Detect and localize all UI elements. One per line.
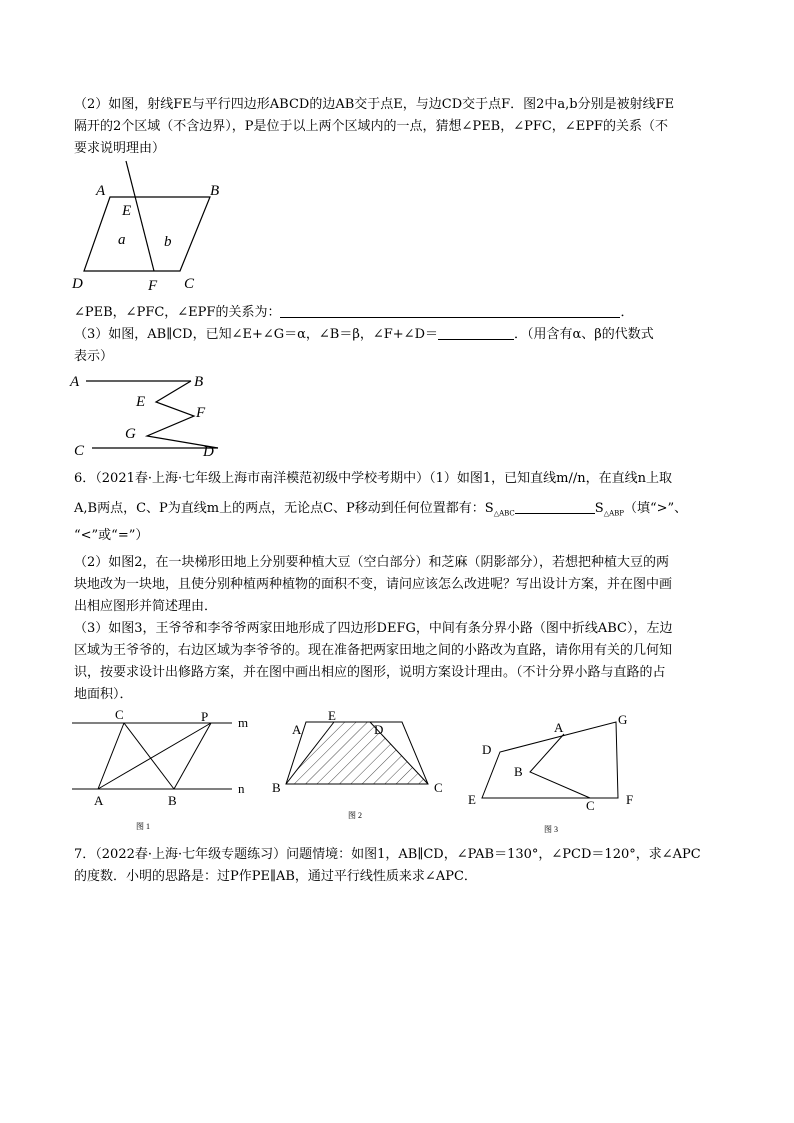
q6-part2-line2: 块地改为一块地，且使分别种植两种植物的面积不变，请问应该怎么改进呢？写出设计方案，并在图中画 [74,577,673,592]
q6-part3-line1: （3）如图3，王爷爷和李爷爷两家田地形成了四边形DEFG，中间有条分界小路（图中折线ABC），左边 [74,621,673,636]
label-A: A [292,722,302,737]
label-G: G [618,712,628,727]
q6-line2-end: （填“>”、 [623,501,688,516]
label-A: A [96,183,106,199]
q6-mid-s: S [594,501,604,516]
fig1-caption: 图 1 [136,822,150,831]
q5-part3-text [74,324,724,368]
compare-answer-blank[interactable] [515,499,595,514]
q6-part3-text [74,618,724,706]
label-E: E [122,203,132,219]
q7-text [74,844,724,888]
q5-relation-line [74,302,724,324]
label-B: B [194,374,204,390]
q5-part2-text [74,94,724,160]
label-A: A [94,793,104,808]
q5-part2-line1: （2）如图，射线FE与平行四边形ABCD的边AB交于点E，与边CD交于点F．图2中a,b分别是被射线FE [74,97,675,112]
q6-part3-line4: 地面积）． [74,687,133,702]
label-C: C [115,707,124,722]
q6-part2-text [74,552,724,618]
q5-part3-start: （3）如图，AB∥CD，已知∠E+∠G＝α，∠B＝β，∠F+∠D＝ [74,327,439,342]
q6-part3-line3: 识，按要求设计出修路方案，并在图中画出相应的图形，说明方案设计理由。（不计分界小路与直路的占 [74,665,666,680]
label-A: A [70,374,80,390]
label-E: E [468,792,476,807]
label-C: C [184,276,195,292]
relation-end: ． [620,305,634,320]
fig3-caption: 图 3 [544,825,558,834]
q5-part2-line2: 隔开的2个区域（不含边界），P是位于以上两个区域内的一点，猜想∠PEB，∠PFC，∠EPF的关系（不 [74,119,668,134]
q7-line1: 7．（2022春·上海·七年级专题练习）问题情境：如图1，AB∥CD，∠PAB＝130°，∠PCD＝120°，求∠APC [74,847,701,862]
label-n: n [238,781,245,796]
q6-figure-2 [266,710,456,830]
label-C: C [74,443,85,459]
label-F: F [626,792,634,807]
q5-part3-end: ．（用含有α、β的代数式 [514,327,654,342]
label-b: b [164,234,172,250]
q6-part3-line2: 区域为王爷爷的，右边区域为李爷爷的。现在准备把两家田地之间的小路改为直路，请你用有关的几何知 [74,643,673,658]
relation-answer-blank[interactable] [280,303,620,318]
fig2-caption: 图 2 [348,811,362,820]
q6-part2-line3: 出相应图形并简述理由． [74,599,218,614]
q5-zigzag-figure [66,368,236,460]
label-C: C [586,798,595,813]
q6-figure-3 [464,710,654,835]
q5-part3-line2: 表示） [74,349,114,364]
label-B: B [514,764,523,779]
label-F: F [196,405,206,421]
label-B: B [210,183,220,199]
q5-part2-line3: 要求说明理由） [74,141,166,156]
label-D: D [374,722,384,737]
label-E: E [136,394,146,410]
q6-line1: 6．（2021春·上海·七年级上海市南洋模范初级中学校考期中）（1）如图1，已知直线m//n，在直线n上取 [74,471,672,486]
relation-prompt: ∠PEB，∠PFC，∠EPF的关系为： [74,305,281,320]
label-G: G [125,426,136,442]
part3-answer-blank[interactable] [438,325,514,340]
label-D: D [203,444,214,460]
q6-part1-text [74,468,724,547]
label-D: D [482,742,492,757]
label-F: F [148,278,158,293]
label-B: B [168,793,177,808]
q6-line2-start: A,B两点，C、P为直线m上的两点，无论点C、P移动到任何位置都有：S [74,501,494,516]
label-A: A [554,720,564,735]
q7-line2: 的度数．小明的思路是：过P作PE∥AB，通过平行线性质来求∠APC． [74,869,477,884]
q5-parallelogram-figure [66,158,236,293]
label-E: E [328,710,336,723]
label-P: P [201,709,209,724]
label-C: C [434,780,443,795]
q6-part2-line1: （2）如图2，在一块梯形田地上分别要种植大豆（空白部分）和芝麻（阴影部分），若想把种植大豆的两 [74,555,670,570]
sub-abp: △ABP [603,509,624,518]
label-D: D [72,276,83,292]
q6-figure-1 [66,705,266,833]
sub-abc: △ABC [493,509,515,518]
label-a: a [118,232,126,248]
label-m: m [238,715,249,730]
label-B: B [272,780,281,795]
q6-line3: “<”或“=”） [74,527,149,543]
